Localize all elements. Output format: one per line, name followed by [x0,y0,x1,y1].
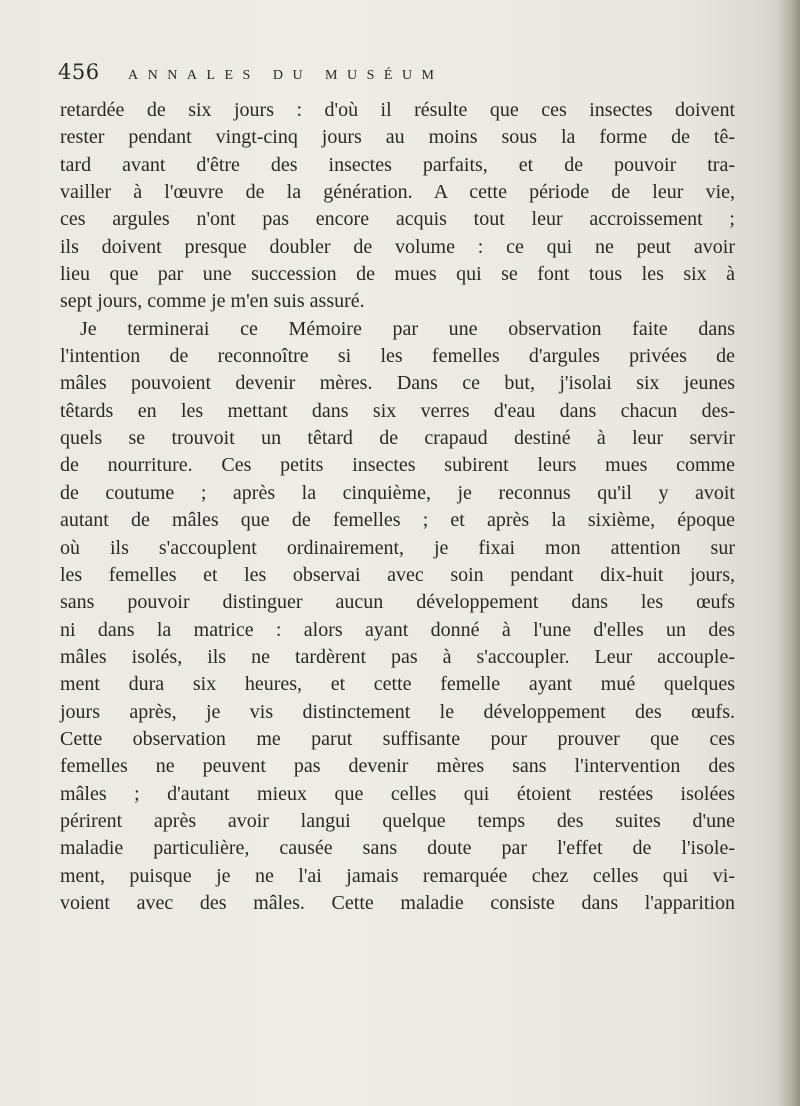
text-line: ces argules n'ont pas encore acquis tout leur accroissement ; [60,208,735,231]
text-line: ni dans la matrice : alors ayant donné à l'une d'elles un des [60,618,735,641]
text-line: l'intention de reconnoître si les femelles d'argules privées de [60,345,735,368]
text-line: vailler à l'œuvre de la génération. A cette période de leur vie, [60,181,735,204]
text-line: tard avant d'être des insectes parfaits, et de pouvoir tra- [60,153,735,176]
text-line: les femelles et les observai avec soin pendant dix-huit jours, [60,563,735,586]
text-line: où ils s'accouplent ordinairement, je fixai mon attention sur [60,536,735,559]
body-text [60,97,735,917]
text-line: sans pouvoir distinguer aucun développement dans les œufs [60,591,735,614]
text-line: mâles ; d'autant mieux que celles qui étoient restées isolées [60,782,735,805]
text-line: quels se trouvoit un têtard de crapaud destiné à leur servir [60,427,735,450]
text-line: ils doivent presque doubler de volume : ce qui ne peut avoir [60,235,735,258]
text-line: sept jours, comme je m'en suis assuré. [60,290,365,313]
text-line: jours après, je vis distinctement le développement des œufs. [60,700,735,723]
text-line: autant de mâles que de femelles ; et après la sixième, époque [60,509,735,532]
page-edge-shadow [778,0,800,1106]
text-line: Cette observation me parut suffisante pour prouver que ces [60,727,735,750]
text-line: rester pendant vingt-cinq jours au moins sous la forme de tê- [60,126,735,149]
page-number: 456 [58,60,100,84]
running-head [58,60,738,90]
paragraph-start-line: Je terminerai ce Mémoire par une observation faite dans [80,317,735,340]
text-line: périrent après avoir langui quelque temps des suites d'une [60,809,735,832]
text-line: femelles ne peuvent pas devenir mères sans l'intervention des [60,755,735,778]
text-line: ment, puisque je ne l'ai jamais remarquée chez celles qui vi- [60,864,735,887]
text-line: mâles pouvoient devenir mères. Dans ce but, j'isolai six jeunes [60,372,735,395]
text-line: retardée de six jours : d'où il résulte que ces insectes doivent [60,99,735,121]
text-line: têtards en les mettant dans six verres d'eau dans chacun des- [60,399,735,422]
text-line: ment dura six heures, et cette femelle ayant mué quelques [60,673,735,696]
text-line: mâles isolés, ils ne tardèrent pas à s'accoupler. Leur accouple- [60,645,735,668]
text-line: de nourriture. Ces petits insectes subirent leurs mues comme [60,454,735,477]
text-line: voient avec des mâles. Cette maladie consiste dans l'apparition [60,891,735,914]
text-line: maladie particulière, causée sans doute par l'effet de l'isole- [60,837,735,860]
journal-title: ANNALES DU MUSÉUM [128,68,444,83]
text-line: lieu que par une succession de mues qui se font tous les six à [60,263,735,286]
text-line: de coutume ; après la cinquième, je reconnus qu'il y avoit [60,481,735,504]
